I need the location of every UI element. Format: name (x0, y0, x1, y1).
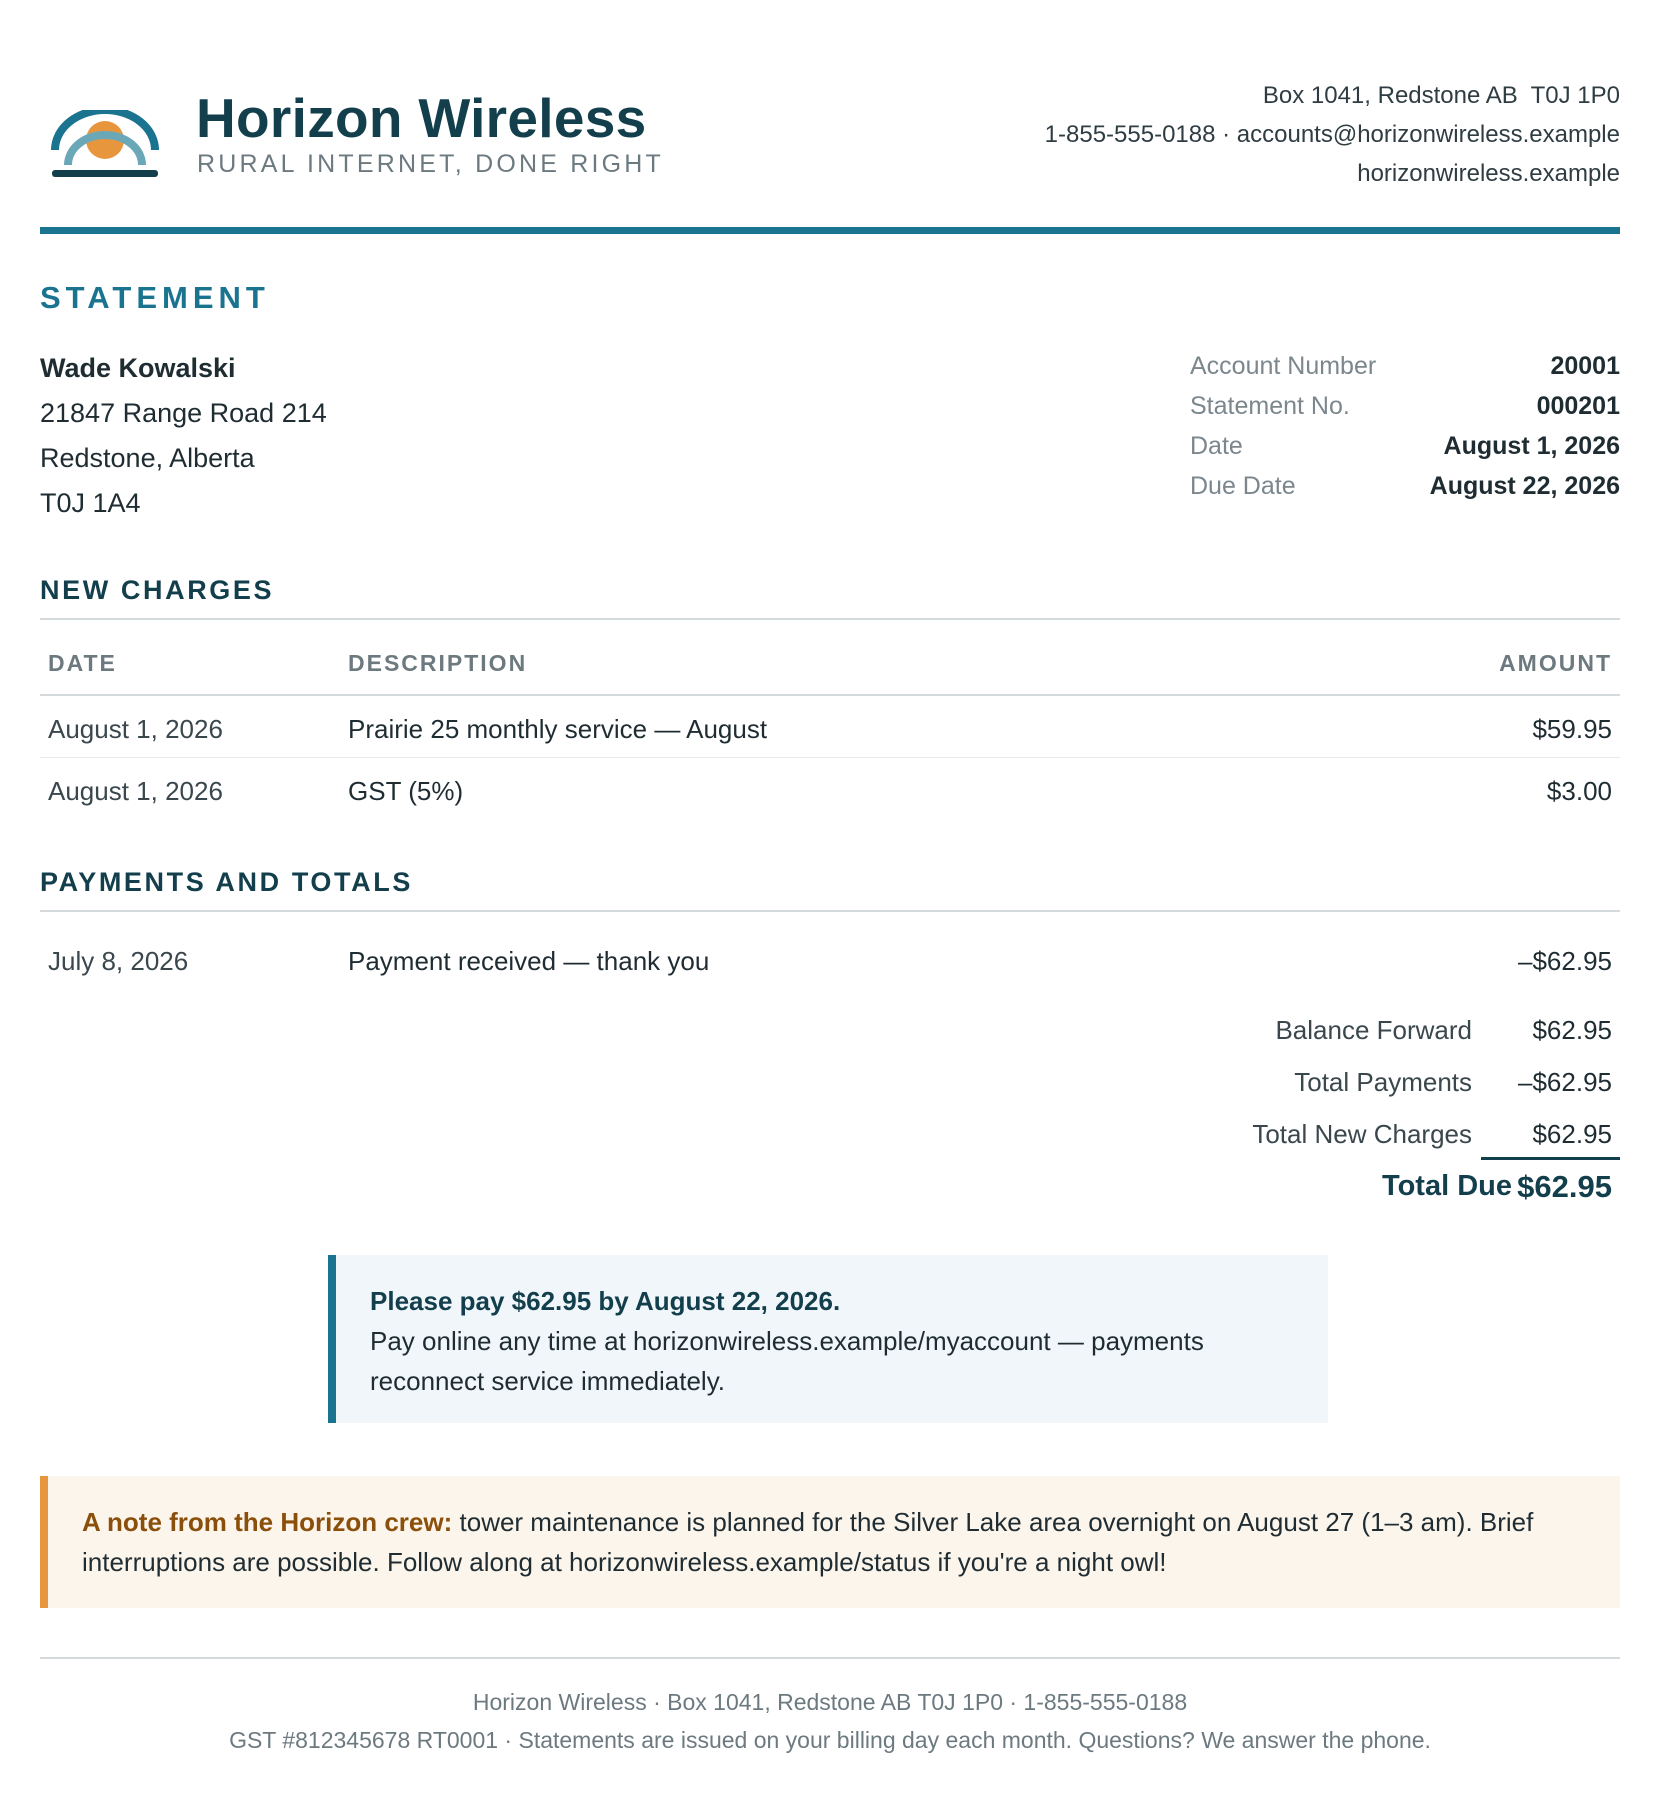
meta-row-due-date (1190, 466, 1620, 506)
due-date: August 22, 2026 (1429, 472, 1620, 500)
company-contact (1045, 76, 1620, 193)
company-address: Box 1041, Redstone AB T0J 1P0 (1262, 82, 1620, 109)
total-row-total-payments (1220, 1057, 1620, 1109)
payment-reminder-headline: Please pay $62.95 by August 22, 2026. (370, 1286, 841, 1316)
brand-name: Horizon Wireless (196, 87, 647, 149)
column-header-amount: AMOUNT (1499, 650, 1612, 676)
statement-number: 000201 (1536, 392, 1620, 420)
total-due-label: Total Due (1382, 1170, 1512, 1202)
header-divider (40, 227, 1620, 234)
company-phone-email: 1-855-555-0188 · accounts@horizonwireless.example (1044, 121, 1620, 148)
row-amount: –$62.95 (1518, 946, 1612, 976)
payment-row (40, 928, 1620, 990)
customer-address-block (40, 346, 327, 526)
meta-row-date (1190, 426, 1620, 466)
row-amount: $59.95 (1532, 714, 1612, 744)
row-date: August 1, 2026 (48, 714, 223, 744)
brand-tagline: RURAL INTERNET, DONE RIGHT (197, 150, 665, 178)
meta-label: Account Number (1190, 352, 1377, 380)
total-value: –$62.95 (1518, 1067, 1612, 1097)
footer (40, 1683, 1620, 1759)
meta-label: Statement No. (1190, 392, 1350, 420)
header (40, 0, 1620, 234)
row-description: Payment received — thank you (348, 946, 710, 976)
meta-label: Due Date (1190, 472, 1296, 500)
table-header-row (40, 622, 1620, 696)
row-description: Prairie 25 monthly service — August (348, 714, 768, 744)
statement-title: STATEMENT (40, 280, 270, 315)
total-divider (1481, 1157, 1620, 1160)
customer-name: Wade Kowalski (40, 353, 236, 383)
payments-heading: PAYMENTS AND TOTALS (40, 867, 1620, 912)
crew-note-text: interruptions are possible. Follow along at horizonwireless.example/status if you're a night owl! (82, 1547, 1167, 1577)
total-row-new-charges (1220, 1109, 1620, 1161)
statement-date: August 1, 2026 (1443, 432, 1620, 460)
crew-note-lead: A note from the Horizon crew: (82, 1507, 453, 1537)
payments-table (40, 928, 1620, 990)
table-row (40, 758, 1620, 820)
total-value: $62.95 (1532, 1015, 1612, 1045)
table-row (40, 696, 1620, 758)
total-label: Total Payments (1294, 1067, 1472, 1097)
footer-line: Horizon Wireless · Box 1041, Redstone AB T0J 1P0 · 1-855-555-0188 (472, 1689, 1188, 1715)
row-date: July 8, 2026 (48, 946, 189, 976)
footer-line: GST #812345678 RT0001 · Statements are issued on your billing day each month. Questions? We answer the phone. (229, 1727, 1431, 1753)
sunrise-arc-logo-icon (50, 110, 160, 182)
crew-note-box (40, 1476, 1620, 1608)
totals-block (1220, 1005, 1620, 1161)
customer-postal: T0J 1A4 (40, 488, 141, 518)
column-header-description: DESCRIPTION (348, 650, 528, 676)
total-row-balance-forward (1220, 1005, 1620, 1057)
crew-note-line (82, 1502, 1586, 1542)
crew-note-text: tower maintenance is planned for the Silver Lake area overnight on August 27 (1–3 am). Brief (452, 1507, 1534, 1537)
row-date: August 1, 2026 (48, 776, 223, 806)
new-charges-table (40, 622, 1620, 820)
payment-reminder-box (328, 1255, 1328, 1423)
meta-row-account (1190, 346, 1620, 386)
row-amount: $3.00 (1546, 776, 1612, 806)
total-label: Balance Forward (1275, 1015, 1472, 1045)
total-label: Total New Charges (1252, 1119, 1472, 1149)
total-due-value: $62.95 (1517, 1169, 1612, 1204)
payment-reminder-line: reconnect service immediately. (370, 1366, 725, 1396)
payment-reminder-line: Pay online any time at horizonwireless.example/myaccount — payments (370, 1326, 1204, 1356)
company-website: horizonwireless.example (1357, 160, 1620, 187)
total-value: $62.95 (1532, 1119, 1612, 1149)
statement-meta (1190, 346, 1620, 506)
column-header-date: DATE (48, 650, 117, 676)
account-number: 20001 (1550, 352, 1620, 380)
meta-row-statement-no (1190, 386, 1620, 426)
row-description: GST (5%) (348, 776, 464, 806)
meta-label: Date (1190, 432, 1243, 460)
customer-city: Redstone, Alberta (40, 443, 255, 473)
customer-street: 21847 Range Road 214 (40, 398, 327, 428)
footer-divider (40, 1657, 1620, 1659)
new-charges-heading: NEW CHARGES (40, 575, 1620, 620)
